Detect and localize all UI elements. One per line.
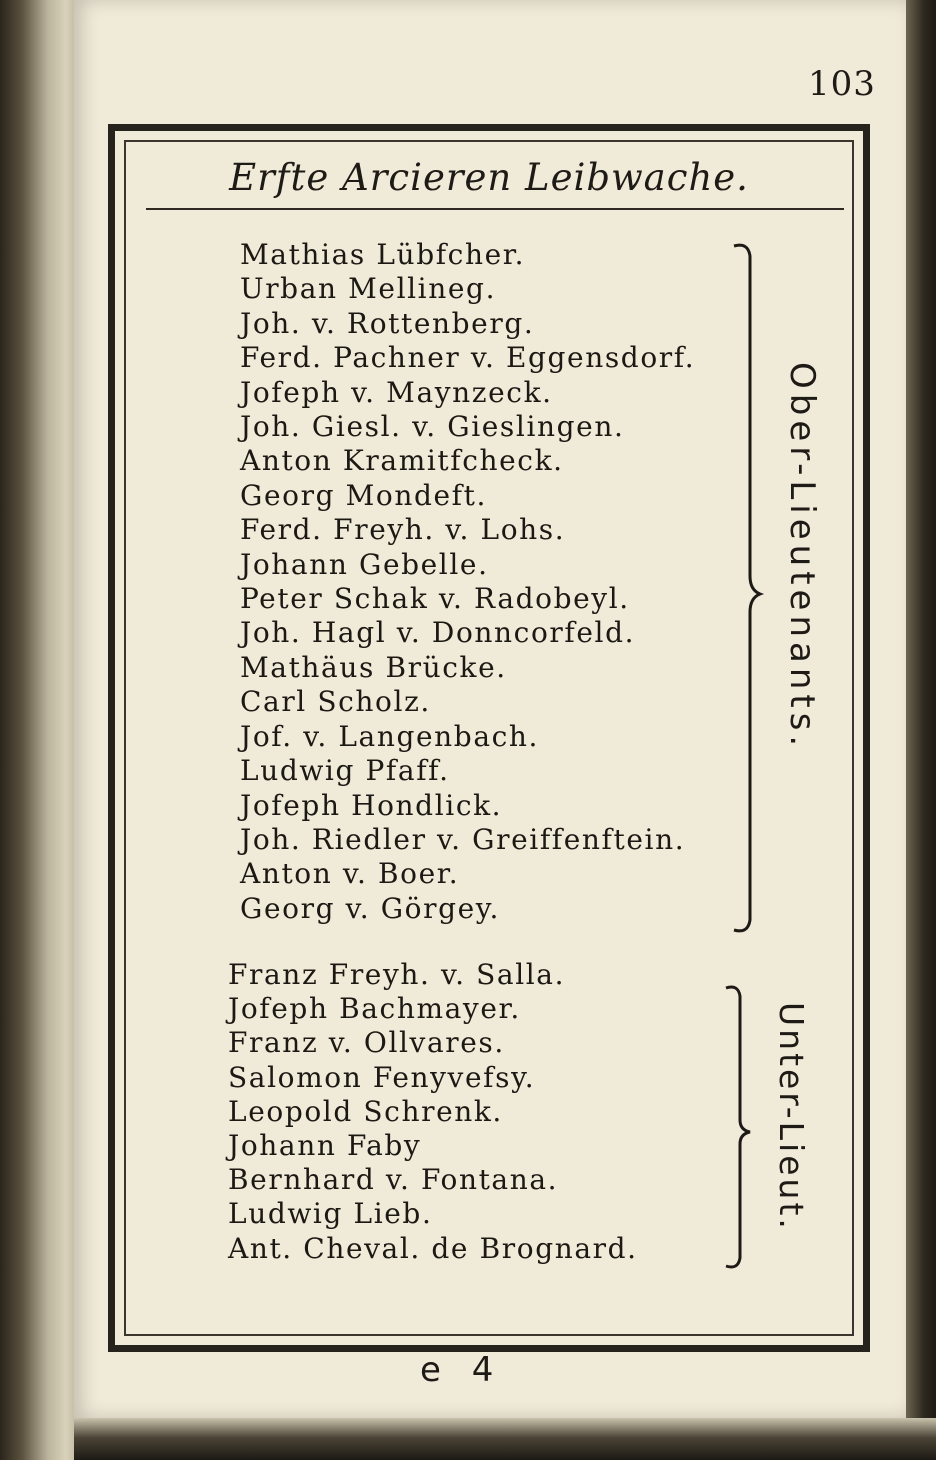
list-item: Joh. Riedler v. Greiffenftein. [240,822,686,856]
list-item: Anton v. Boer. [240,857,460,891]
page-title: Erfte Arcieren Leibwache. [229,156,749,199]
list-item: Salomon Fenyvefsy. [228,1060,536,1094]
list-item: Franz Freyh. v. Salla. [228,958,566,991]
signature-mark: e 4 [420,1350,504,1390]
unter-lieutenants-label: Unter-Lieut. [772,1002,811,1232]
ober-lieutenants-list [240,238,695,926]
list-item: Urban Mellineg. [240,272,497,306]
list-item: Ant. Cheval. de Brognard. [228,1231,638,1265]
ober-lieutenants-label: Ober-Lieutenants. [782,362,822,752]
list-item: Leopold Schrenk. [228,1094,503,1128]
book-spine-shadow [0,0,74,1460]
list-item: Jofeph Bachmayer. [228,992,521,1026]
list-item: Jofeph v. Maynzeck. [240,375,553,409]
list-item: Joh. v. Rottenberg. [240,306,535,340]
list-item: Ludwig Lieb. [228,1197,433,1231]
list-item: Georg v. Görgey. [240,891,501,925]
list-item: Jofeph Hondlick. [240,788,503,822]
list-item: Ludwig Pfaff. [240,754,450,788]
list-item: Mathäus Brücke. [240,650,507,684]
title-divider [146,208,844,210]
list-item: Ferd. Freyh. v. Lohs. [240,513,566,547]
list-item: Peter Schak v. Radobeyl. [240,582,630,616]
list-item: Mathias Lübfcher. [240,238,526,271]
list-item: Jof. v. Langenbach. [240,719,540,753]
list-item: Georg Mondeft. [240,478,487,512]
list-item: Johann Faby [228,1129,422,1163]
unter-lieutenants-brace [720,980,760,1276]
list-item: Johann Gebelle. [240,547,489,581]
ober-lieutenants-brace [728,238,768,938]
page-number: 103 [808,64,876,104]
unter-lieutenants-list [228,958,638,1266]
list-item: Ferd. Pachner v. Eggensdorf. [240,341,696,375]
list-item: Bernhard v. Fontana. [228,1163,559,1197]
list-item: Anton Kramitfcheck. [240,444,564,478]
list-item: Franz v. Ollvares. [228,1026,505,1060]
page-edge-right [906,0,936,1460]
page-edge-bottom [74,1418,936,1460]
list-item: Joh. Giesl. v. Gieslingen. [240,410,625,444]
list-item: Joh. Hagl v. Donncorfeld. [240,616,636,650]
list-item: Carl Scholz. [240,685,431,719]
